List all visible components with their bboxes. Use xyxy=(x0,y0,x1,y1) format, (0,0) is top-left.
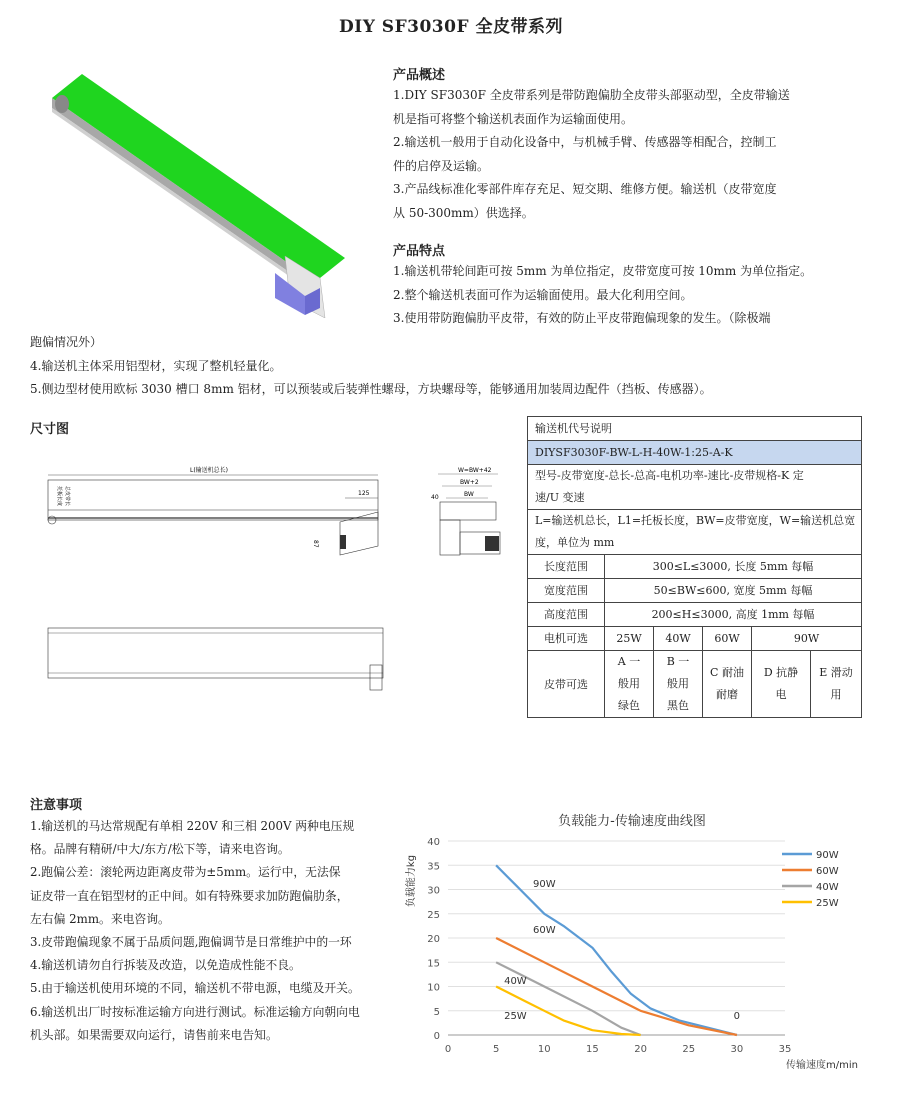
y-tick-label: 20 xyxy=(427,934,440,945)
y-tick-label: 10 xyxy=(427,982,440,994)
belt-option-a xyxy=(605,651,654,718)
feature-3b: 跑偏情况外） xyxy=(30,335,103,349)
note-2a: 2.跑偏公差：滚轮两边距离皮带为±5mm。运行中，无法保 xyxy=(30,865,341,880)
dim-87: 87 xyxy=(312,540,319,548)
y-tick-label: 35 xyxy=(427,861,440,873)
legend-label: 60W xyxy=(816,866,839,877)
note-5: 5.由于输送机使用环境的不同，输送机不带电源，电缆及开关。 xyxy=(30,981,360,996)
legend-label: 25W xyxy=(816,898,839,909)
x-tick-label: 0 xyxy=(444,1044,452,1055)
x-tick-label: 35 xyxy=(778,1044,792,1055)
feature-3a: 3.使用带防跑偏肋平皮带，有效的防止平皮带跑偏现象的发生。（除极端 xyxy=(393,311,771,325)
overview-text xyxy=(393,84,863,225)
belt-a-line: A 一 xyxy=(617,655,641,668)
annotation-label: 60W xyxy=(532,925,556,937)
y-tick-label: 30 xyxy=(427,885,440,897)
motor-row xyxy=(528,627,862,651)
motor-option: 25W xyxy=(605,627,654,651)
feature-4: 4.输送机主体采用铝型材，实现了整机轻量化。 xyxy=(30,358,282,373)
features-text-wide xyxy=(30,331,890,402)
row-label: 高度范围 xyxy=(528,603,605,627)
load-speed-chart xyxy=(400,805,880,1080)
x-tick-label: 30 xyxy=(730,1044,744,1055)
motor-option: 40W xyxy=(654,627,703,651)
note-6b: 机头部。如果需要双向运行，请售前来电告知。 xyxy=(30,1027,278,1042)
table-row xyxy=(528,555,862,579)
belt-b-line: 黑色 xyxy=(667,699,689,712)
row-value: 300≤L≤3000, 长度 5mm 每幅 xyxy=(605,555,862,579)
x-tick-label: 20 xyxy=(634,1044,647,1055)
dim-40: 40 xyxy=(431,494,439,501)
notes-heading: 注意事项 xyxy=(30,798,83,813)
row-label: 长度范围 xyxy=(528,555,605,579)
legend-label: 40W xyxy=(816,882,839,893)
belt-a-line: 绿色 xyxy=(618,699,640,712)
legend-label: 90W xyxy=(816,850,839,861)
note-2c: 左右偏 2mm。来电咨询。 xyxy=(30,911,170,926)
chart-ylabel: 负载能力kg xyxy=(406,854,417,908)
row-value: 50≤BW≤600, 宽度 5mm 每幅 xyxy=(605,579,862,603)
table-row xyxy=(528,579,862,603)
overview-heading: 产品概述 xyxy=(393,68,446,83)
belt-c-line: 耐磨 xyxy=(716,688,738,701)
y-tick-label: 0 xyxy=(433,1031,440,1042)
belt-e-line: 用 xyxy=(830,688,842,701)
row-value: 200≤H≤3000, 高度 1mm 每幅 xyxy=(605,603,862,627)
overview-p1a: 1.DIY SF3030F 全皮带系列是带防跑偏肋全皮带头部驱动型，全皮带输送 xyxy=(393,88,790,102)
x-tick-label: 25 xyxy=(682,1044,696,1055)
side-label-2: 总皮带长 xyxy=(64,486,70,507)
y-tick-label: 15 xyxy=(427,958,440,970)
dim-BW-label: BW xyxy=(464,491,474,498)
overview-p2b: 件的启停及运输。 xyxy=(393,158,490,173)
belt-option-b xyxy=(654,651,703,718)
motor-option: 90W xyxy=(752,627,862,651)
annotation-label: 25W xyxy=(504,1010,527,1022)
features-text xyxy=(393,260,873,331)
row-label: 宽度范围 xyxy=(528,579,605,603)
note-2b: 证皮带一直在铝型材的正中间。如有特殊要求加防跑偏肋条， xyxy=(30,888,349,903)
table-row xyxy=(528,603,862,627)
feature-1: 1.输送机带轮间距可按 5mm 为单位指定，皮带宽度可按 10mm 为单位指定。 xyxy=(393,264,813,278)
belt-d-line: 电 xyxy=(775,688,787,701)
series-line-90W xyxy=(496,865,737,1035)
page-title: DIY SF3030F 全皮带系列 xyxy=(339,17,563,37)
belt-surface xyxy=(52,74,345,282)
model-code-table xyxy=(527,416,862,718)
dim-125: 125 xyxy=(358,490,370,497)
model-desc-2 xyxy=(528,510,862,555)
dim-BW2-label: BW+2 xyxy=(460,479,479,486)
overview-p2a: 2.输送机一般用于自动化设备中，与机械手臂、传感器等相配合，控制工 xyxy=(393,135,777,149)
y-tick-label: 40 xyxy=(427,837,440,848)
belt-a-line: 般用 xyxy=(618,677,640,690)
overview-p1b: 机是指可将整个输送机表面作为运输面使用。 xyxy=(393,111,634,126)
model-desc-1 xyxy=(528,465,862,510)
chart-title: 负载能力-传输速度曲线图 xyxy=(558,814,706,829)
model-desc-2a: L=输送机总长，L1=托板长度，BW=皮带宽度，W=输送机总宽 xyxy=(535,514,856,527)
side-label-1: 托板长度 xyxy=(56,486,62,507)
annotation-label: 0 xyxy=(733,1010,741,1022)
features-heading: 产品特点 xyxy=(393,244,446,259)
note-1a: 1.输送机的马达常规配有单相 220V 和三相 200V 两种电压规 xyxy=(30,819,355,833)
model-code: DIYSF3030F-BW-L-H-40W-1:25-A-K xyxy=(528,441,862,465)
belt-b-line: 般用 xyxy=(667,677,689,690)
x-tick-label: 15 xyxy=(586,1044,599,1055)
dimension-drawing xyxy=(40,460,510,700)
annotation-label: 40W xyxy=(504,976,527,988)
notes-text xyxy=(30,815,420,1047)
overview-p3a: 3.产品线标准化零部件库存充足、短交期、维修方便。输送机（皮带宽度 xyxy=(393,182,777,196)
annotation-label: 90W xyxy=(532,879,556,891)
notes-section xyxy=(30,794,420,1047)
feature-5: 5.侧边型材使用欧标 3030 槽口 8mm 铝材，可以预装或后装弹性螺母，方块螺母等，能够通用加装周边配件（挡板、传感器）。 xyxy=(30,382,712,396)
dim-W-label: W=BW+42 xyxy=(458,467,492,474)
conveyor-product-image xyxy=(40,68,370,318)
dim-L-label: L(输送机总长) xyxy=(190,467,229,474)
belt-side-frame xyxy=(52,98,315,290)
x-tick-label: 5 xyxy=(492,1044,500,1055)
model-desc-1a: 型号-皮带宽度-总长-总高-电机功率-速比-皮带规格-K 定 xyxy=(535,469,804,482)
feature-2: 2.整个输送机表面可作为运输面使用。最大化利用空间。 xyxy=(393,287,693,302)
chart-xlabel: 传输速度m/min xyxy=(786,1060,858,1071)
note-6a: 6.输送机出厂时按标准运输方向进行测试。标准运输方向朝向电 xyxy=(30,1004,360,1019)
model-desc-2b: 度，单位为 mm xyxy=(535,536,615,549)
belt-label: 皮带可选 xyxy=(528,651,605,718)
y-tick-label: 25 xyxy=(427,909,440,921)
belt-b-line: B 一 xyxy=(666,655,690,668)
belt-e-line: E 滑动 xyxy=(819,666,853,679)
motor-option: 60W xyxy=(703,627,752,651)
note-4: 4.输送机请勿自行拆装及改造，以免造成性能不良。 xyxy=(30,958,301,973)
dimension-heading: 尺寸图 xyxy=(30,422,70,437)
belt-c-line: C 耐油 xyxy=(710,666,744,679)
y-tick-label: 5 xyxy=(433,1006,440,1018)
table-header: 输送机代号说明 xyxy=(528,417,862,441)
note-3: 3.皮带跑偏现象不属于品质问题,跑偏调节是日常维护中的一环 xyxy=(30,935,352,950)
belt-option-c xyxy=(703,651,752,718)
model-desc-1b: 速/U 变速 xyxy=(535,491,585,504)
belt-row xyxy=(528,651,862,718)
belt-option-e xyxy=(811,651,862,718)
belt-option-d xyxy=(752,651,811,718)
overview-p3b: 从 50-300mm）供选择。 xyxy=(393,205,534,220)
note-1b: 格。品牌有精研/中大/东方/松下等，请来电咨询。 xyxy=(30,842,290,857)
x-tick-label: 10 xyxy=(537,1044,551,1055)
belt-d-line: D 抗静 xyxy=(763,666,799,679)
motor-label: 电机可选 xyxy=(528,627,605,651)
